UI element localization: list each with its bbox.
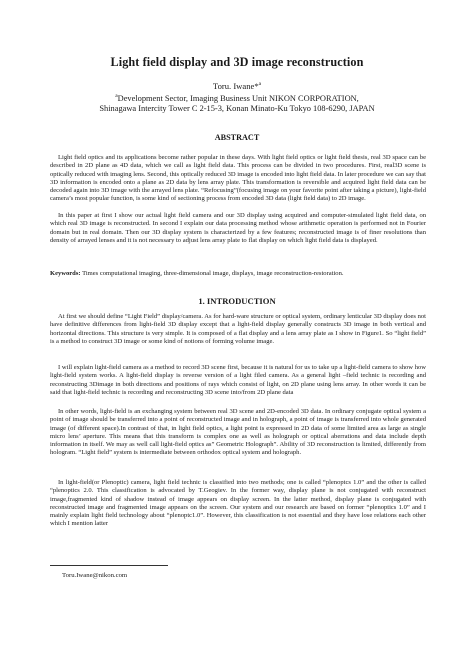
author-line — [0, 81, 474, 91]
abstract-paragraph-1: Light field optics and its applications become rather popular in these days. With light field optics or light field thesis, real 3D space can be described in 2D plane as 4D data, which we call as light field data. This process can be divided in two procedures. First, real3D scene is optically reduced with imaging lens. Second, this optically reduced 3D image is encoded into light field data. In later procedure we can say that 3D information is encoded onto a plane as 2D data by lens array plate. This transformation is reversible and acquired light field data can be decoded again into 3D image with the arrayed lens plate. “Refocusing”(focusing image on your favorite point after taking a picture), light-field camera’s most popular function, is some kind of sectioning process from encoded 3D data (light field data) to 2D image. — [50, 154, 426, 203]
intro-paragraph-3: In other words, light-field is an exchanging system between real 3D scene and 2D-encoded 3D data. In ordinary conjugate optical system a point of image should be transferred into a point of reconstructed image and in holograph, a point of image is transferred into whole generated image (of different space).In contrast of that, in light field optics, a light point is expressed in 2D data of some limited area as large as single micro lens’ aperture. This means that this transform is complex one as well as holograph or optical aberrations and data include depth information in itself. We may as well call light-field optics as” Geometric Holograph”. Ability of 3D reconstruction is limited, differently from hologram. “Light field” system is intermediate between orthodox optical system and holograph. — [50, 408, 426, 457]
author-superscript: a — [258, 81, 262, 88]
section-heading-introduction: 1. INTRODUCTION — [198, 296, 276, 306]
affiliation-superscript: a — [115, 93, 118, 99]
keywords-label: Keywords: — [50, 270, 81, 277]
intro-paragraph-4: In light-field(or Plenoptic) camera, light field technic is classified into two methods; one is called “plenoptcs 1.0” and the other is called “plenoptics 2.0. This classification is advocated by T.Geogiev. In the former way, display plane is not conjugated with reconstruct image,fragmented kind of shadow instead of image appears on display screen. In the latter method, display plane is conjugated with reconstructed image and fragmented image appears on the screen. Our system and our research are based on former “plenoptics 1.0” and I mainly explain light field technology about “plenoptc1.0”. However, this classification is not essential and they have lose relations each other which I mention latter — [50, 479, 426, 528]
keywords — [50, 270, 426, 278]
author-name: Toru. Iwane* — [212, 81, 259, 91]
affiliation-line-1: $^a$Development Sector, Imaging Business Unit NIKON CORPORATION, — [115, 93, 359, 103]
abstract-paragraph-2: In this paper at first I show our actual light field camera and our 3D display using acquired and computer-simulated light field data, on which real 3D image is reconstructed. In second I explain our data processing method whose arithmetic operation is performed not in Fourier domain but in real domain. Then our 3D display system is characterized by a few features; reconstructed image is of finer resolutions than density of arrayed lenses and it is not necessary to adjust lens array plate to flat display on which light field data is displayed. — [50, 212, 426, 244]
affiliation — [0, 91, 474, 115]
paper-title: Light field display and 3D image reconstruction — [110, 55, 364, 69]
intro-paragraph-1: At first we should define “Light Field” display/camera. As for hard-ware structure or optical system, ordinary lenticular 3D display does not have definitive differences from light-field 3D display except that a light-field display generally constructs 3D image in both vertical and horizontal directions. This structure is very simple. It is composed of a flat display and a lens array plate as I show in Figure1. So “light field” is a method to construct 3D image or some kind of notions of forming volume image. — [50, 313, 426, 345]
keywords-text: Times computational imaging, three-dimensional image, displays, image reconstruction-restoration. — [80, 270, 344, 277]
intro-paragraph-2: I will explain light-field camera as a method to record 3D scene first, because it is natural for us to take up a light-field camera to show how light-field system works. A light-field display is reverse version of a light filed camera. As a general light –field technic is recording and reconstructing 3Dimage in both directions and positions of rays which consist of light, on 2D plane using lens array. In other words it can be said that light-field technic is recording and reconstructing 3D scene into/from 2D plane data — [50, 364, 426, 396]
abstract-heading: ABSTRACT — [214, 133, 260, 142]
affiliation-line-2: Shinagawa Intercity Tower C 2-15-3, Konan Minato-Ku Tokyo 108-6290, JAPAN — [99, 104, 375, 114]
footnote-rule — [50, 565, 168, 566]
footnote-email: Toru.Iwane@nikon.com — [62, 572, 128, 579]
